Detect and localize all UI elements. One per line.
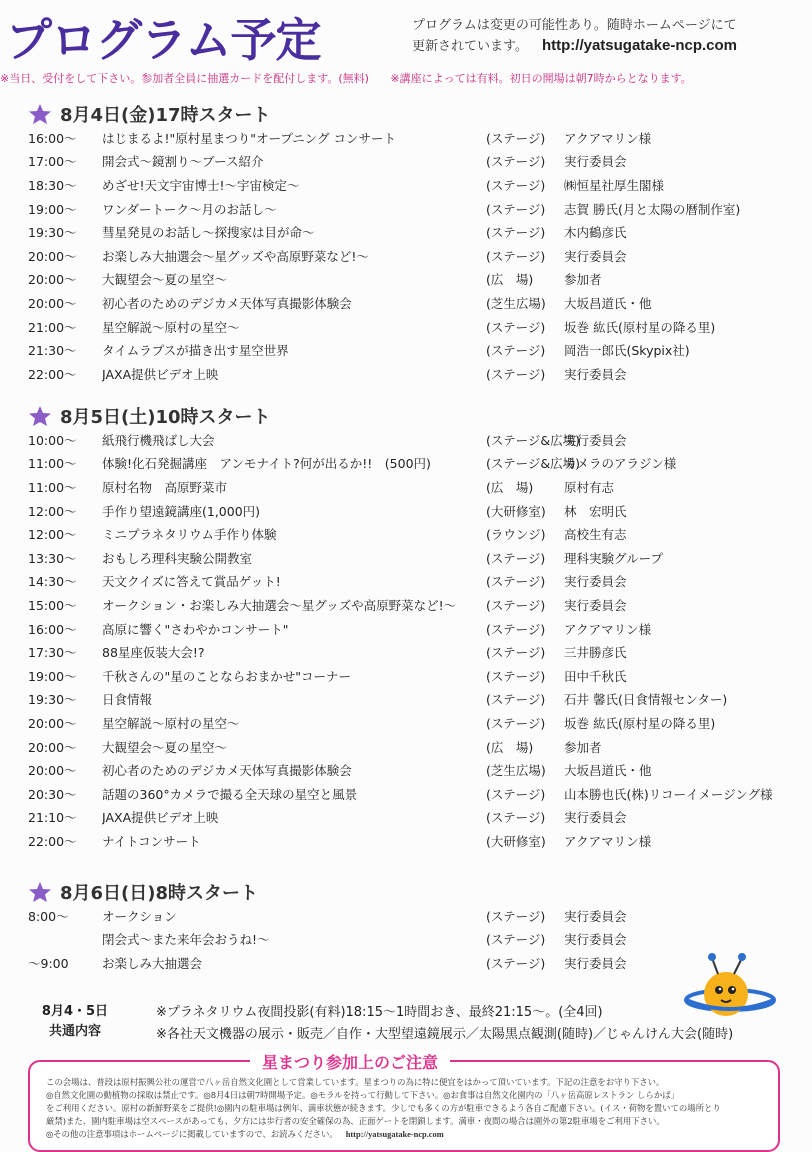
- header-note: [412, 16, 737, 57]
- event-title: 88星座仮装大会!?: [102, 645, 205, 661]
- day-title: 8月6日(日)8時スタート: [60, 883, 259, 904]
- event-performer: ㈱恒星社厚生閣様: [564, 177, 665, 193]
- common-label-dates: 8月4・5日: [41, 1004, 109, 1019]
- event-title: 星空解説〜原村の星空〜: [102, 715, 240, 731]
- event-venue: (芝生広場): [486, 295, 546, 311]
- event-performer: 実行委員会: [564, 432, 627, 448]
- event-title: 紙飛行機飛ばし大会: [102, 432, 215, 448]
- schedule-row: [28, 593, 773, 617]
- event-performer: 三井勝彦氏: [564, 645, 627, 661]
- schedule-row: [28, 904, 627, 928]
- event-performer: アクアマリン様: [564, 130, 652, 146]
- event-title: 体験!化石発掘講座 アンモナイト?何が出るか!! (500円): [102, 456, 431, 472]
- page-title: プログラム予定: [6, 13, 321, 67]
- schedule-row: [28, 735, 773, 759]
- common-label: [30, 1002, 120, 1042]
- star-icon: [28, 881, 52, 903]
- event-title: 彗星発見のお話し〜探搜家は目が命〜: [102, 225, 315, 241]
- schedule-row: [28, 522, 773, 546]
- event-time: 20:00〜: [28, 739, 77, 755]
- event-performer: 木内鶴彦氏: [564, 225, 627, 241]
- event-time: 22:00〜: [28, 833, 77, 849]
- event-venue: (ステージ): [486, 574, 546, 590]
- event-venue: (ステージ): [486, 955, 546, 971]
- event-title: 初心者のためのデジカメ天体写真撮影体験会: [102, 295, 352, 311]
- schedule-row: [28, 428, 773, 452]
- event-title: おもしろ理科実験公開教室: [102, 550, 253, 566]
- event-venue: (ステージ): [486, 597, 546, 613]
- event-venue: (ステージ): [486, 201, 546, 217]
- event-performer: 実行委員会: [564, 574, 627, 590]
- event-venue: (ステージ): [486, 177, 546, 193]
- event-time: 16:00〜: [28, 130, 77, 146]
- caution-line-homepage: ◎その他の注意事項はホームページに掲載していますので、お読みください。: [46, 1129, 338, 1139]
- event-performer: 高校生有志: [564, 527, 627, 543]
- event-venue: (ステージ): [486, 225, 546, 241]
- event-performer: 参加者: [564, 739, 602, 755]
- event-time: 〜9:00: [28, 955, 69, 971]
- schedule-row: [28, 452, 773, 476]
- event-title: オークション・お楽しみ大抽選会〜星グッズや高原野菜など!〜: [102, 597, 457, 613]
- event-performer: 実行委員会: [564, 597, 627, 613]
- event-performer: 大坂昌道氏・他: [564, 295, 652, 311]
- schedule-row: [28, 126, 740, 150]
- event-time: 20:00〜: [28, 248, 77, 264]
- event-title: 開会式〜鏡割り〜ブース紹介: [102, 154, 264, 170]
- caution-line: 厳禁)また、園内駐車場は空スペースがあっても、夕方には歩行者の安全確保の為、正面ゲートを閉鎖します。満車・夜間の場合は園外の第2駐車場をご利用下さい。: [46, 1116, 665, 1126]
- schedule-row: [28, 570, 773, 594]
- event-time: 16:00〜: [28, 621, 77, 637]
- schedule-row: [28, 291, 740, 315]
- event-title: 原村名物 高原野菜市: [102, 479, 228, 495]
- day-section: [28, 404, 773, 853]
- event-time: 20:00〜: [28, 763, 77, 779]
- event-performer: 大坂昌道氏・他: [564, 763, 652, 779]
- event-performer: 理科実験グループ: [564, 550, 664, 566]
- schedule-row: [28, 173, 740, 197]
- event-title: タイムラプスが描き出す星空世界: [102, 343, 289, 359]
- event-venue: (ステージ): [486, 343, 546, 359]
- caution-url-link[interactable]: http://yatsugatake-ncp.com: [345, 1130, 444, 1139]
- event-performer: 原村有志: [564, 479, 615, 495]
- event-venue: (広 場): [486, 272, 534, 288]
- schedule-row: [28, 244, 740, 268]
- schedule-row: [28, 711, 773, 735]
- event-title: めざせ!天文宇宙博士!〜宇宙検定〜: [102, 177, 300, 193]
- event-title: 日食情報: [102, 692, 153, 708]
- schedule-row: [28, 951, 627, 975]
- event-time: 13:30〜: [28, 550, 77, 566]
- event-venue: (広 場): [486, 739, 534, 755]
- event-venue: (ステージ): [486, 550, 546, 566]
- schedule-row: [28, 664, 773, 688]
- event-time: 10:00〜: [28, 432, 77, 448]
- event-venue: (ステージ): [486, 715, 546, 731]
- event-venue: (広 場): [486, 479, 534, 495]
- event-performer: 実行委員会: [564, 248, 627, 264]
- star-icon: [28, 103, 52, 125]
- event-time: 19:30〜: [28, 692, 77, 708]
- event-performer: アクアマリン様: [564, 833, 652, 849]
- caution-body: [46, 1076, 762, 1141]
- caution-title: 星まつり参加上のご注意: [250, 1050, 450, 1073]
- event-time: 17:30〜: [28, 645, 77, 661]
- event-venue: (大研修室): [486, 503, 546, 519]
- event-title: はじまるよ!"原村星まつり"オープニング コンサート: [102, 130, 396, 146]
- day-title: 8月5日(土)10時スタート: [60, 407, 271, 428]
- header-url-link[interactable]: http://yatsugatake-ncp.com: [541, 37, 737, 54]
- caution-line: [46, 1128, 762, 1141]
- event-venue: (ステージ): [486, 130, 546, 146]
- star-icon: [28, 405, 52, 427]
- event-performer: 参加者: [564, 272, 602, 288]
- event-performer: 志賀 勝氏(月と太陽の暦制作室): [564, 201, 741, 217]
- schedule-row: [28, 806, 773, 830]
- event-title: 話題の360°カメラで撮る全天球の星空と風景: [102, 786, 358, 802]
- event-performer: アクアマリン様: [564, 621, 652, 637]
- common-item-exhibits: ※各社天文機器の展示・販売／自作・大型望遠鏡展示／太陽黒点観測(随時)／じゃんけん大会(随時): [156, 1027, 734, 1042]
- event-performer: 山本勝也氏(株)リコーイメージング様: [564, 786, 773, 802]
- event-title: お楽しみ大抽選会: [102, 955, 203, 971]
- caution-line: この会場は、普段は原村振興公社の運営で八ヶ岳自然文化園として営業しています。星まつりの為に特に便宜をはかって頂いています。下記の注意をお守り下さい。: [46, 1077, 665, 1087]
- event-venue: (ステージ): [486, 248, 546, 264]
- notice-line: [0, 70, 812, 86]
- event-title: ナイトコンサート: [102, 833, 201, 849]
- day-section: [28, 102, 740, 386]
- schedule-row: [28, 150, 740, 174]
- event-time: 19:30〜: [28, 225, 77, 241]
- event-performer: 実行委員会: [564, 908, 627, 924]
- notice-reception: ※当日、受付をして下さい。参加者全員に抽選カードを配付します。(無料): [0, 72, 369, 85]
- event-time: 22:00〜: [28, 366, 77, 382]
- day-heading: [28, 880, 627, 904]
- event-time: 17:00〜: [28, 154, 77, 170]
- event-performer: 岡浩一郎氏(Skypix社): [564, 343, 690, 359]
- event-title: 手作り望遠鏡講座(1,000円): [102, 503, 261, 519]
- mascot-star-character-icon: [682, 950, 778, 1030]
- event-venue: (ステージ&広場): [486, 432, 581, 448]
- event-title: 高原に響く"さわやかコンサート": [102, 621, 289, 637]
- caution-box: [28, 1053, 780, 1152]
- caution-line: をご利用ください。原村の新鮮野菜をご提供!◎園内の駐車場は例年、満車状態が続きます。少しでも多くの方が駐車できるよう各自ご配慮下さい。(イス・荷物を置いての場所とり: [46, 1103, 721, 1113]
- event-venue: (ステージ): [486, 932, 546, 948]
- event-venue: (ステージ&広場): [486, 456, 581, 472]
- event-time: 19:00〜: [28, 201, 77, 217]
- event-performer: 実行委員会: [564, 955, 627, 971]
- event-time: 21:10〜: [28, 810, 77, 826]
- event-title: JAXA提供ビデオ上映: [102, 810, 219, 826]
- schedule-row: [28, 197, 740, 221]
- event-venue: (ステージ): [486, 810, 546, 826]
- schedule-row: [28, 475, 773, 499]
- common-label-title: 共通内容: [48, 1024, 101, 1039]
- event-title: 大観望会〜夏の星空〜: [102, 272, 228, 288]
- event-performer: 実行委員会: [564, 932, 627, 948]
- notice-fees: ※講座によっては有料。初日の開場は朝7時からとなります。: [390, 72, 692, 85]
- event-time: 21:00〜: [28, 319, 77, 335]
- schedule-row: [28, 315, 740, 339]
- schedule-row: [28, 782, 773, 806]
- event-performer: 実行委員会: [564, 810, 627, 826]
- schedule-row: [28, 688, 773, 712]
- day-heading: [28, 102, 740, 126]
- event-time: 12:00〜: [28, 527, 77, 543]
- schedule-row: [28, 362, 740, 386]
- event-venue: (ステージ): [486, 786, 546, 802]
- schedule-row: [28, 338, 740, 362]
- caution-line: ◎自然文化園の動植物の採取は禁止です。◎8月4日は朝7時開場予定。◎モラルを持って行動して下さい。◎お食事は自然文化園内の「八ヶ岳高原レストラン しらかば」: [46, 1090, 679, 1100]
- schedule-row: [28, 268, 740, 292]
- schedule-row: [28, 499, 773, 523]
- event-time: 8:00〜: [28, 908, 69, 924]
- event-performer: 林 宏明氏: [564, 503, 627, 519]
- event-title: JAXA提供ビデオ上映: [102, 366, 219, 382]
- event-venue: (ステージ): [486, 621, 546, 637]
- schedule-row: [28, 640, 773, 664]
- event-time: 14:30〜: [28, 574, 77, 590]
- event-venue: (ステージ): [486, 319, 546, 335]
- header-note-line1: プログラムは変更の可能性あり。随時ホームページにて: [412, 18, 737, 33]
- event-time: 12:00〜: [28, 503, 77, 519]
- event-venue: (大研修室): [486, 833, 546, 849]
- event-performer: 田中千秋氏: [564, 668, 627, 684]
- schedule-row: [28, 758, 773, 782]
- schedule-row: [28, 829, 773, 853]
- event-venue: (ステージ): [486, 692, 546, 708]
- event-title: お楽しみ大抽選会〜星グッズや高原野菜など!〜: [102, 248, 369, 264]
- event-venue: (ステージ): [486, 645, 546, 661]
- day-section: [28, 880, 627, 975]
- event-title: 閉会式〜また来年会おうね!〜: [102, 932, 270, 948]
- event-title: 天文クイズに答えて賞品ゲット!: [102, 574, 281, 590]
- event-performer: カメラのアラジン様: [564, 456, 677, 472]
- schedule-row: [28, 546, 773, 570]
- event-venue: (芝生広場): [486, 763, 546, 779]
- event-title: 星空解説〜原村の星空〜: [102, 319, 240, 335]
- event-time: 20:00〜: [28, 295, 77, 311]
- event-time: 20:00〜: [28, 272, 77, 288]
- event-performer: 実行委員会: [564, 154, 627, 170]
- event-venue: (ステージ): [486, 668, 546, 684]
- event-title: 大観望会〜夏の星空〜: [102, 739, 228, 755]
- event-venue: (ステージ): [486, 366, 546, 382]
- day-title: 8月4日(金)17時スタート: [60, 105, 271, 126]
- event-time: 21:30〜: [28, 343, 77, 359]
- common-item-planetarium: ※プラネタリウム夜間投影(有料)18:15〜1時間おき、最終21:15〜。(全4回): [156, 1005, 603, 1020]
- schedule-row: [28, 928, 627, 952]
- event-time: 15:00〜: [28, 597, 77, 613]
- event-venue: (ステージ): [486, 908, 546, 924]
- event-title: ワンダートーク〜月のお話し〜: [102, 201, 277, 217]
- event-time: 18:30〜: [28, 177, 77, 193]
- header: [0, 0, 812, 70]
- event-time: 20:30〜: [28, 786, 77, 802]
- event-time: 11:00〜: [28, 479, 77, 495]
- event-title: 千秋さんの"星のことならおまかせ"コーナー: [102, 668, 351, 684]
- event-performer: 坂巻 紘氏(原村星の降る里): [564, 319, 716, 335]
- day-heading: [28, 404, 773, 428]
- schedule-row: [28, 617, 773, 641]
- event-venue: (ステージ): [486, 154, 546, 170]
- event-title: ミニプラネタリウム手作り体験: [102, 527, 277, 543]
- event-time: 11:00〜: [28, 456, 77, 472]
- event-venue: (ラウンジ): [486, 527, 546, 543]
- event-title: 初心者のためのデジカメ天体写真撮影体験会: [102, 763, 352, 779]
- event-title: オークション: [102, 908, 177, 924]
- event-performer: 実行委員会: [564, 366, 627, 382]
- event-performer: 石井 馨氏(日食情報センター): [564, 692, 728, 708]
- header-note-line2: 更新されています。: [412, 39, 528, 54]
- schedule-row: [28, 220, 740, 244]
- event-time: 20:00〜: [28, 715, 77, 731]
- event-performer: 坂巻 紘氏(原村星の降る里): [564, 715, 716, 731]
- event-time: 19:00〜: [28, 668, 77, 684]
